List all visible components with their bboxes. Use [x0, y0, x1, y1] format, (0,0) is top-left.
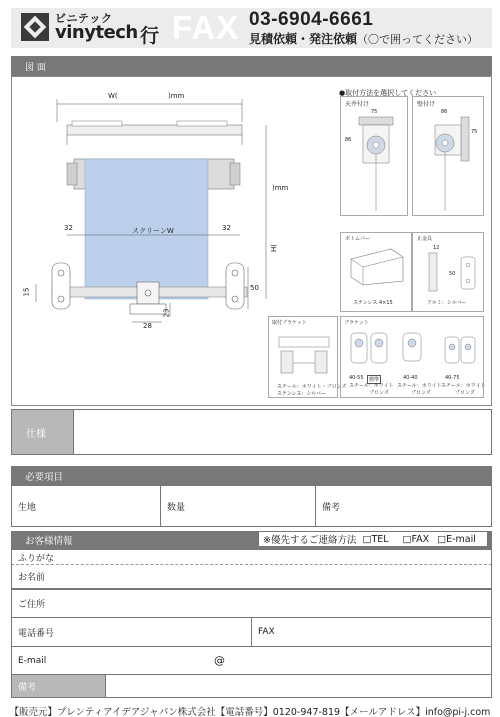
stopper-dim-12: 12: [433, 245, 440, 251]
contact-pref-label: ※優先するご連絡方法: [263, 535, 357, 546]
screen-width-label: スクリーンW: [132, 227, 174, 235]
dim-50: 50: [250, 284, 259, 292]
address-field[interactable]: [11, 589, 492, 618]
ceiling-dim-75: 75: [371, 109, 378, 115]
fabric-label: 生地: [18, 502, 37, 513]
customer-remarks-input[interactable]: [105, 674, 492, 698]
bracket-label: ブラケット: [344, 320, 369, 326]
wall-mount-diagram: [427, 115, 478, 213]
customer-remarks-label-cell: [11, 674, 106, 698]
name-label: お名前: [18, 572, 46, 583]
bracket-spec-1b: ブロンズ: [369, 390, 389, 396]
bracket-panel: [340, 316, 484, 398]
dim-28: 28: [143, 322, 152, 330]
brand-kana: ビニテック: [55, 12, 113, 25]
mount-bracket-label: 取付ブラケット: [272, 320, 307, 326]
subtitle-text: 見積依頼・発注依頼: [249, 32, 358, 46]
address-label: ご住所: [18, 600, 46, 610]
wall-dim-75: 75: [471, 129, 478, 135]
required-section-title: 必要項目: [25, 471, 64, 483]
dim-15: 15: [22, 287, 31, 297]
stopper-dim-50: 50: [449, 271, 456, 277]
required-section-header: [11, 466, 492, 485]
drawing-section-header: [11, 56, 492, 76]
ceiling-mount-diagram: [355, 115, 399, 213]
mount-bracket-panel: [268, 316, 347, 398]
mount-bracket-diagram: [275, 331, 333, 379]
mount-bracket-spec-2: ステンレス：シルバー: [277, 391, 326, 397]
stopper-panel: [412, 232, 484, 312]
bracket-spec-1: スチール：ホワイト: [349, 383, 394, 389]
fabric-field[interactable]: [11, 485, 161, 527]
spec-input[interactable]: [73, 409, 492, 455]
bracket-spec-3: スチール：ホワイト: [441, 383, 486, 389]
bottom-bar-panel: [340, 232, 412, 312]
remarks-field[interactable]: [315, 485, 492, 527]
fax-label: FAX: [258, 627, 275, 637]
phone-field[interactable]: [11, 617, 252, 647]
bracket-model-40-40: 40-40: [403, 375, 418, 381]
width-unit: )mm: [168, 92, 185, 100]
stopper-spec: アルミ：シルバー: [427, 300, 467, 306]
wall-mount-panel: [412, 96, 484, 216]
quantity-label: 数量: [167, 502, 186, 513]
remarks-label: 備考: [322, 502, 341, 513]
ceiling-dim-86: 86: [345, 137, 352, 143]
bottom-bar-label: ボトムバー: [345, 236, 371, 242]
bottom-bar-spec: ステンレス 4×15: [353, 300, 393, 306]
contact-option-email[interactable]: □E-mail: [437, 533, 476, 545]
bracket-spec-2: スチール：ホワイト: [397, 383, 442, 389]
mount-method-title: ●取付方法を選択してください: [339, 89, 437, 97]
bracket-model-40-55: 40-55: [349, 375, 364, 381]
mount-bracket-spec-1: スチール：ホワイト・ブロンズ: [277, 384, 347, 390]
spec-label: 仕様: [26, 428, 46, 440]
height-unit: )mm: [272, 184, 289, 192]
email-label: E-mail: [18, 655, 47, 666]
quantity-field[interactable]: [160, 485, 316, 527]
phone-label: 電話番号: [18, 628, 55, 639]
fax-title: FAX: [172, 9, 240, 46]
vinytech-logo-icon: [21, 13, 49, 41]
contact-option-tel[interactable]: □TEL: [362, 533, 389, 545]
wall-dim-86: 86: [441, 109, 448, 115]
name-field[interactable]: [11, 564, 492, 589]
stopper-diagram: [423, 251, 479, 295]
brand-name: vinytech: [55, 22, 138, 43]
header-subtitle: [249, 30, 478, 47]
fax-number: 03-6904-6661: [249, 9, 374, 30]
email-at-sign: @: [214, 654, 225, 667]
stopper-label: 止金具: [417, 236, 433, 242]
bottom-bar-diagram: [347, 245, 407, 287]
fax-field[interactable]: [251, 617, 492, 647]
customer-section-title: お客様情報: [25, 536, 73, 547]
spec-label-cell: [11, 409, 74, 455]
furigana-label: ふりがな: [18, 553, 55, 564]
dim-32-right: 32: [222, 224, 231, 232]
email-field[interactable]: [11, 646, 492, 675]
furigana-field[interactable]: [11, 549, 492, 565]
bracket-model-40-75: 40-75: [445, 375, 460, 381]
dim-32-left: 32: [64, 224, 73, 232]
bracket-standard-tag: 標準: [369, 377, 380, 383]
ceiling-mount-label: 天井付け: [345, 101, 370, 108]
bracket-diagram: [345, 327, 481, 375]
subtitle-note: （〇で囲ってください）: [357, 33, 479, 46]
drawing-section-title: 図 面: [25, 62, 46, 73]
brand-suffix: 行: [140, 25, 160, 47]
footer-seller-info: 【販売元】プレンティアイデアジャパン株式会社【電話番号】0120-947-819【メールアドレス】info@pi-j.com: [9, 707, 491, 717]
height-label: H(: [270, 244, 278, 252]
header-banner: [11, 8, 492, 48]
bracket-spec-2b: ブロンズ: [411, 390, 431, 396]
dim-23: 23: [162, 308, 171, 318]
bracket-spec-3b: ブロンズ: [455, 390, 475, 396]
wall-mount-label: 壁付け: [417, 101, 436, 108]
customer-remarks-label: 備考: [18, 682, 37, 693]
contact-preference-box: [258, 531, 488, 547]
width-label: W(: [108, 92, 118, 100]
contact-option-fax[interactable]: □FAX: [402, 533, 430, 545]
ceiling-mount-panel: [340, 96, 408, 216]
